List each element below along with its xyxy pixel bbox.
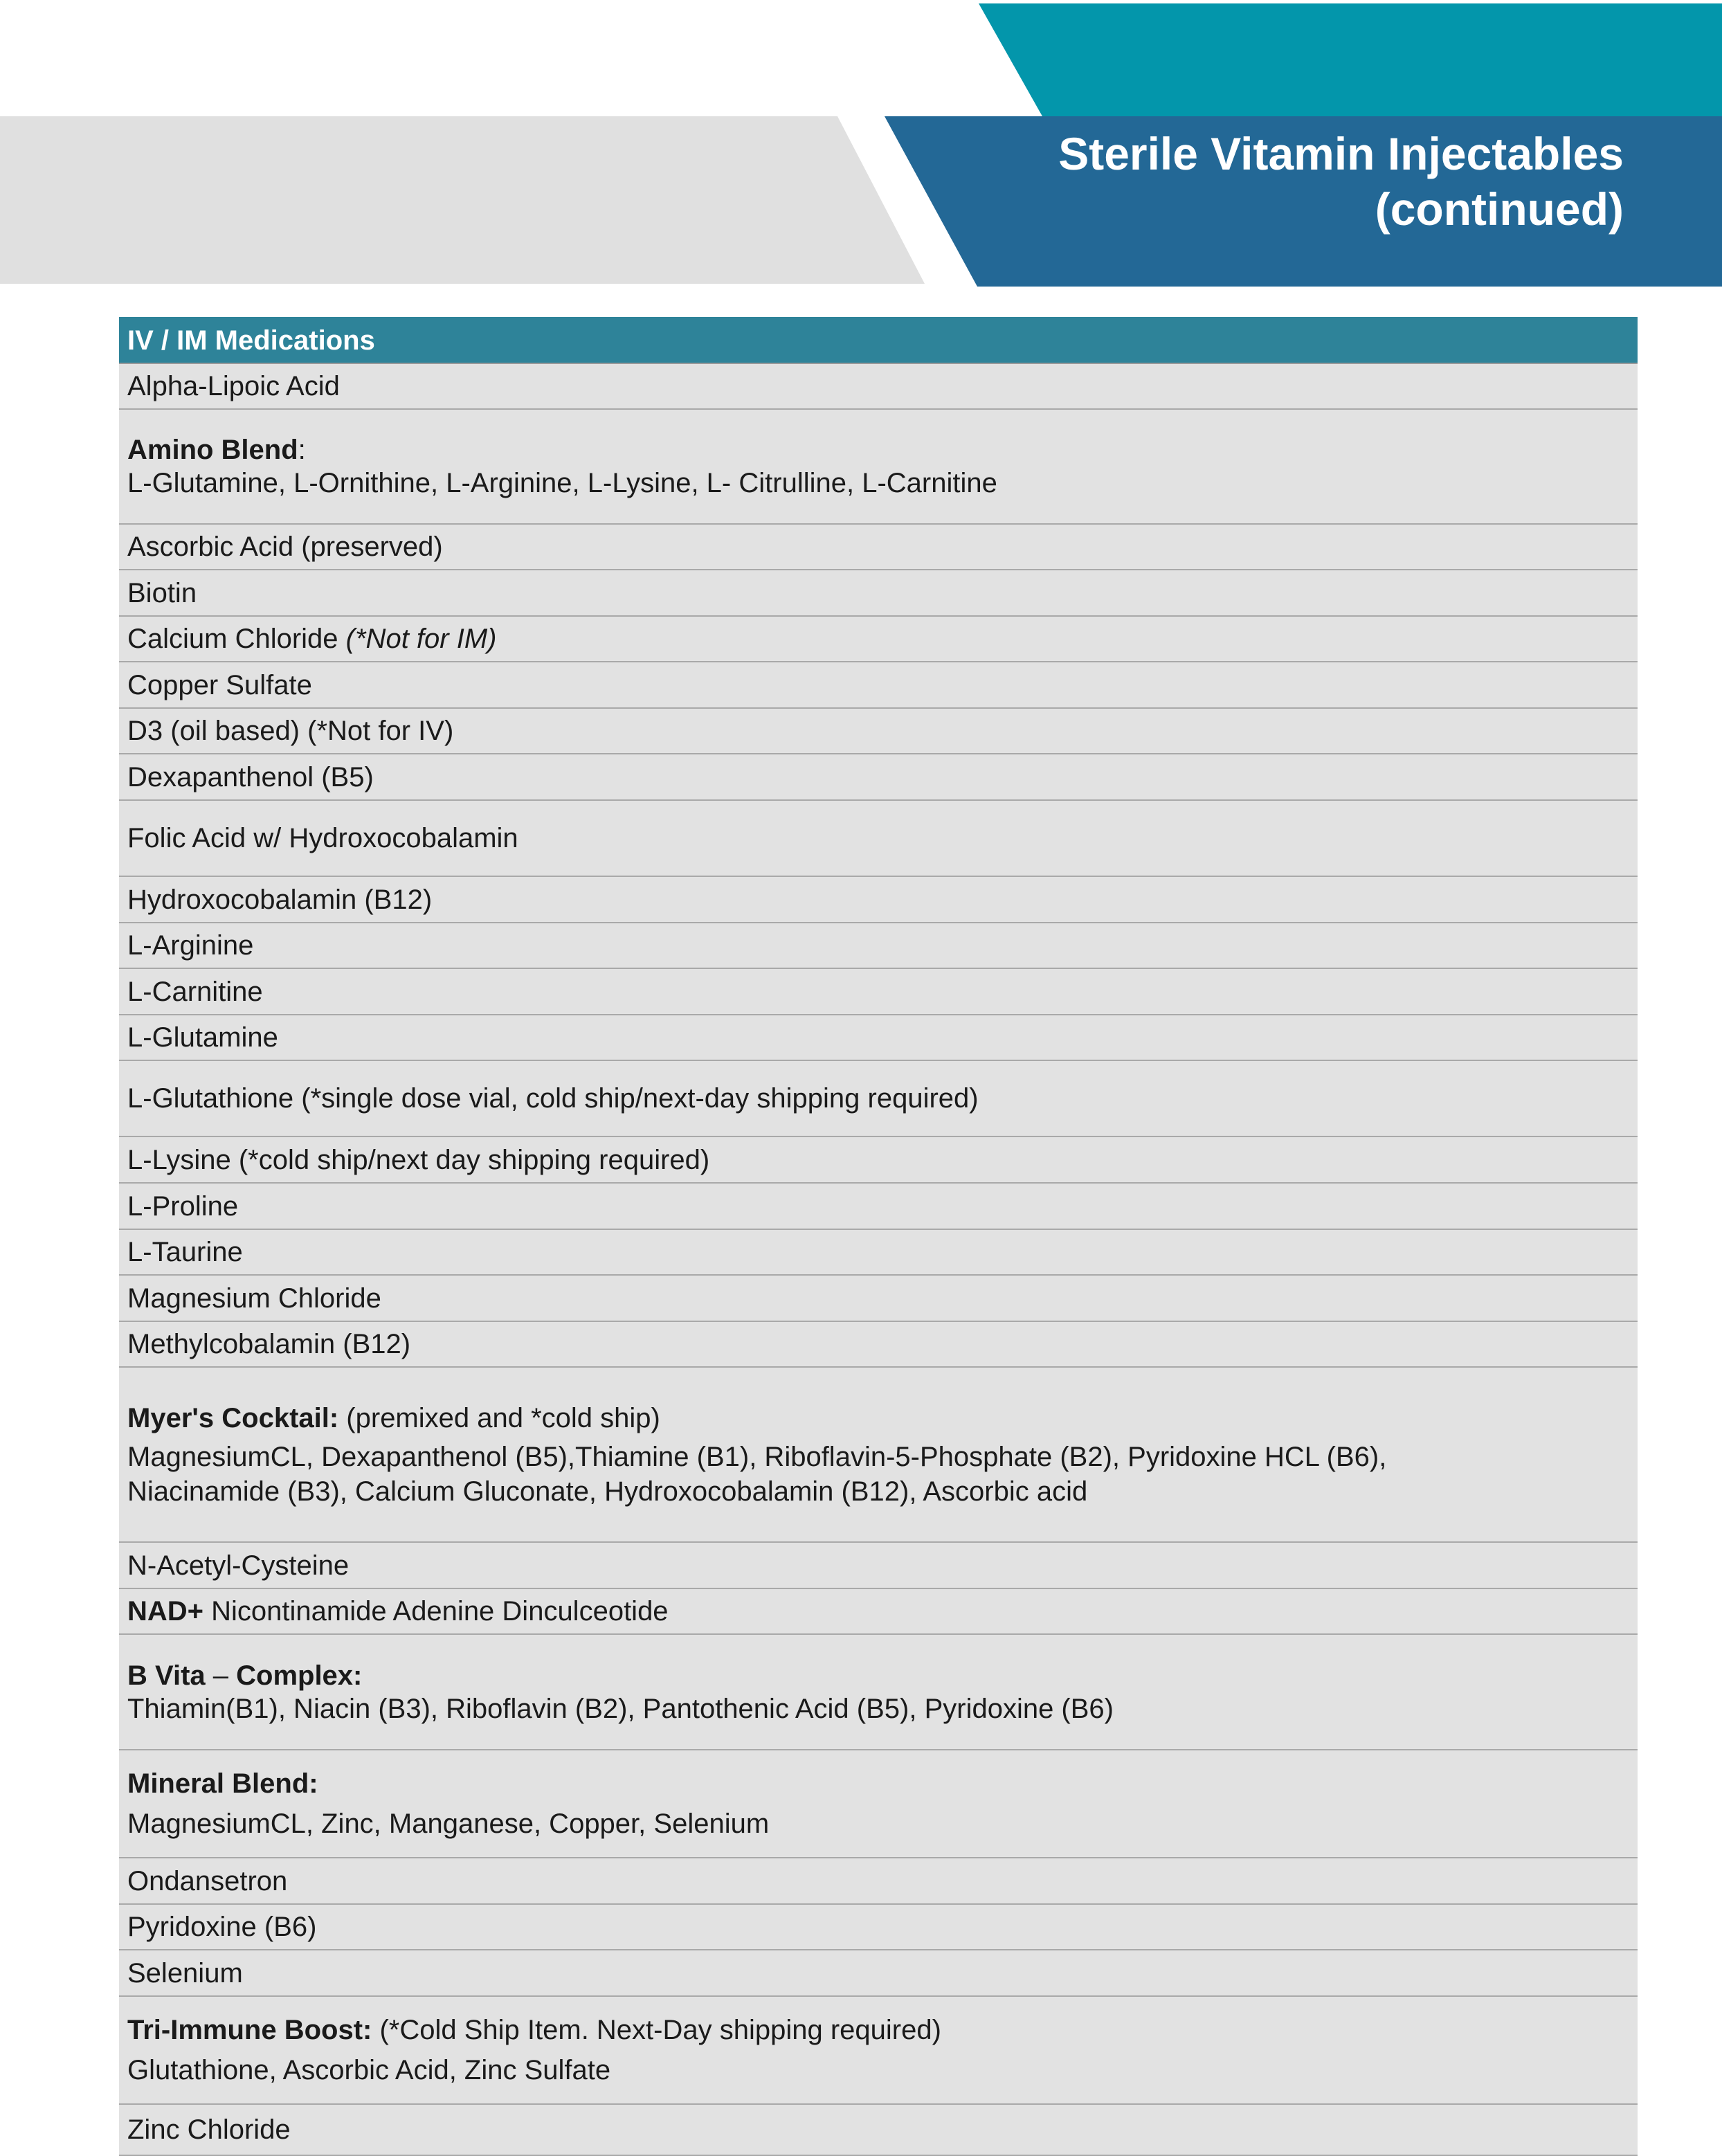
- table-row: Hydroxocobalamin (B12): [119, 877, 1638, 923]
- table-row: Myer's Cocktail: (premixed and *cold ship) MagnesiumCL, Dexapanthenol (B5),Thiamine (B1), Riboflavin-5-Phosphate (B2), Pyridoxine HCL (B6), Niacinamide (B3), Calcium Gluconate, Hydroxocobalamin (B12), Ascorbic acid: [119, 1368, 1638, 1543]
- table-row: Pyridoxine (B6): [119, 1905, 1638, 1950]
- table-row: Ondansetron: [119, 1858, 1638, 1905]
- table-row: L-Glutamine: [119, 1015, 1638, 1061]
- table-row: Amino Blend: L-Glutamine, L-Ornithine, L-Arginine, L-Lysine, L- Citrulline, L-Carnitine: [119, 410, 1638, 525]
- table-row: L-Proline: [119, 1184, 1638, 1230]
- table-row: Folic Acid w/ Hydroxocobalamin: [119, 801, 1638, 877]
- table-row: NAD+ Nicontinamide Adenine Dinculceotide: [119, 1589, 1638, 1635]
- teal-band: [979, 3, 1722, 116]
- medications-table: [119, 317, 1638, 2156]
- page-title: [1058, 126, 1624, 237]
- table-row: L-Lysine (*cold ship/next day shipping required): [119, 1137, 1638, 1184]
- table-row: D3 (oil based) (*Not for IV): [119, 709, 1638, 754]
- table-row: Tri-Immune Boost: (*Cold Ship Item. Next-Day shipping required) Glutathione, Ascorbic Acid, Zinc Sulfate: [119, 1997, 1638, 2105]
- table-row: Mineral Blend: MagnesiumCL, Zinc, Manganese, Copper, Selenium: [119, 1750, 1638, 1858]
- table-row: L-Taurine: [119, 1230, 1638, 1276]
- table-row: Methylcobalamin (B12): [119, 1322, 1638, 1368]
- table-header: IV / IM Medications: [119, 317, 1638, 364]
- table-row: B Vita – Complex: Thiamin(B1), Niacin (B3), Riboflavin (B2), Pantothenic Acid (B5), Pyridoxine (B6): [119, 1635, 1638, 1750]
- header-banner: [0, 0, 1722, 291]
- table-row: Calcium Chloride (*Not for IM): [119, 617, 1638, 662]
- table-row: L-Glutathione (*single dose vial, cold ship/next-day shipping required): [119, 1061, 1638, 1137]
- gray-band: [0, 116, 925, 284]
- table-row: Selenium: [119, 1950, 1638, 1997]
- table-row: Dexapanthenol (B5): [119, 754, 1638, 801]
- table-row: N-Acetyl-Cysteine: [119, 1543, 1638, 1589]
- table-row: Alpha-Lipoic Acid: [119, 364, 1638, 410]
- table-row: L-Carnitine: [119, 969, 1638, 1015]
- table-row: Ascorbic Acid (preserved): [119, 525, 1638, 570]
- table-row: L-Arginine: [119, 923, 1638, 969]
- page-title-line2: (continued): [1375, 183, 1624, 235]
- table-row: Copper Sulfate: [119, 662, 1638, 709]
- table-row: Biotin: [119, 570, 1638, 617]
- table-row: Magnesium Chloride: [119, 1276, 1638, 1322]
- table-row: Zinc Chloride: [119, 2105, 1638, 2156]
- page-title-line1: Sterile Vitamin Injectables: [1058, 128, 1624, 179]
